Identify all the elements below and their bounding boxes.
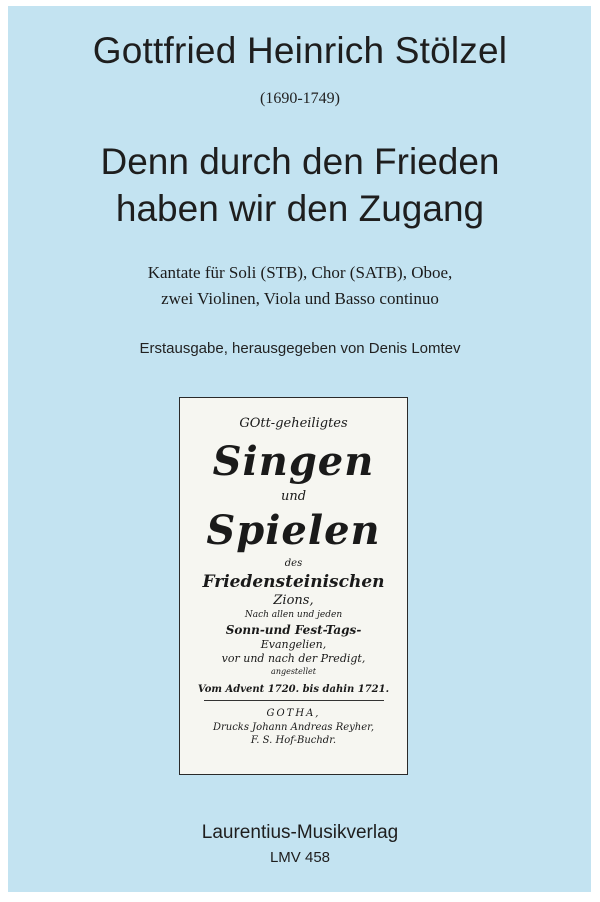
facsimile-line: des (284, 558, 303, 569)
facsimile-line: und (280, 489, 307, 504)
facsimile-line: Singen (212, 438, 375, 485)
facsimile-line: vor und nach der Predigt, (221, 652, 366, 665)
historic-title-page-facsimile (179, 397, 408, 775)
publisher-name: Laurentius-Musikverlag (201, 822, 399, 843)
work-title-line: haben wir den Zugang (115, 188, 485, 229)
facsimile-line: Zions, (273, 593, 314, 608)
facsimile-line: Drucks Johann Andreas Reyher, (212, 722, 375, 733)
facsimile-line: Sonn-und Fest-Tags- (225, 623, 362, 637)
facsimile-line: angestellet (271, 667, 316, 676)
facsimile-line: Nach allen und jeden (244, 610, 343, 620)
edition-note: Erstausgabe, herausgegeben von Denis Lomtev (139, 340, 461, 357)
catalog-number: LMV 458 (269, 849, 331, 866)
composer-name: Gottfried Heinrich Stölzel (92, 30, 508, 71)
facsimile-line: F. S. Hof-Buchdr. (250, 735, 337, 746)
facsimile-text-block (180, 416, 407, 747)
facsimile-divider (204, 700, 384, 701)
facsimile-line: GOtt-geheiligtes (239, 416, 348, 431)
facsimile-line: GOTHA, (266, 708, 321, 719)
work-title (0, 138, 600, 232)
work-title-line: Denn durch den Frieden (100, 141, 500, 182)
facsimile-line: Friedensteinischen (202, 572, 385, 592)
subtitle-line: Kantate für Soli (STB), Chor (SATB), Oboe, (147, 263, 453, 282)
page-margin (591, 0, 600, 902)
facsimile-line: Evangelien, (260, 638, 327, 651)
facsimile-line: Spielen (206, 507, 381, 554)
composer-dates: (1690-1749) (260, 90, 340, 107)
facsimile-line: Vom Advent 1720. bis dahin 1721. (197, 684, 390, 695)
subtitle-line: zwei Violinen, Viola und Basso continuo (161, 289, 439, 308)
work-subtitle (0, 260, 600, 312)
